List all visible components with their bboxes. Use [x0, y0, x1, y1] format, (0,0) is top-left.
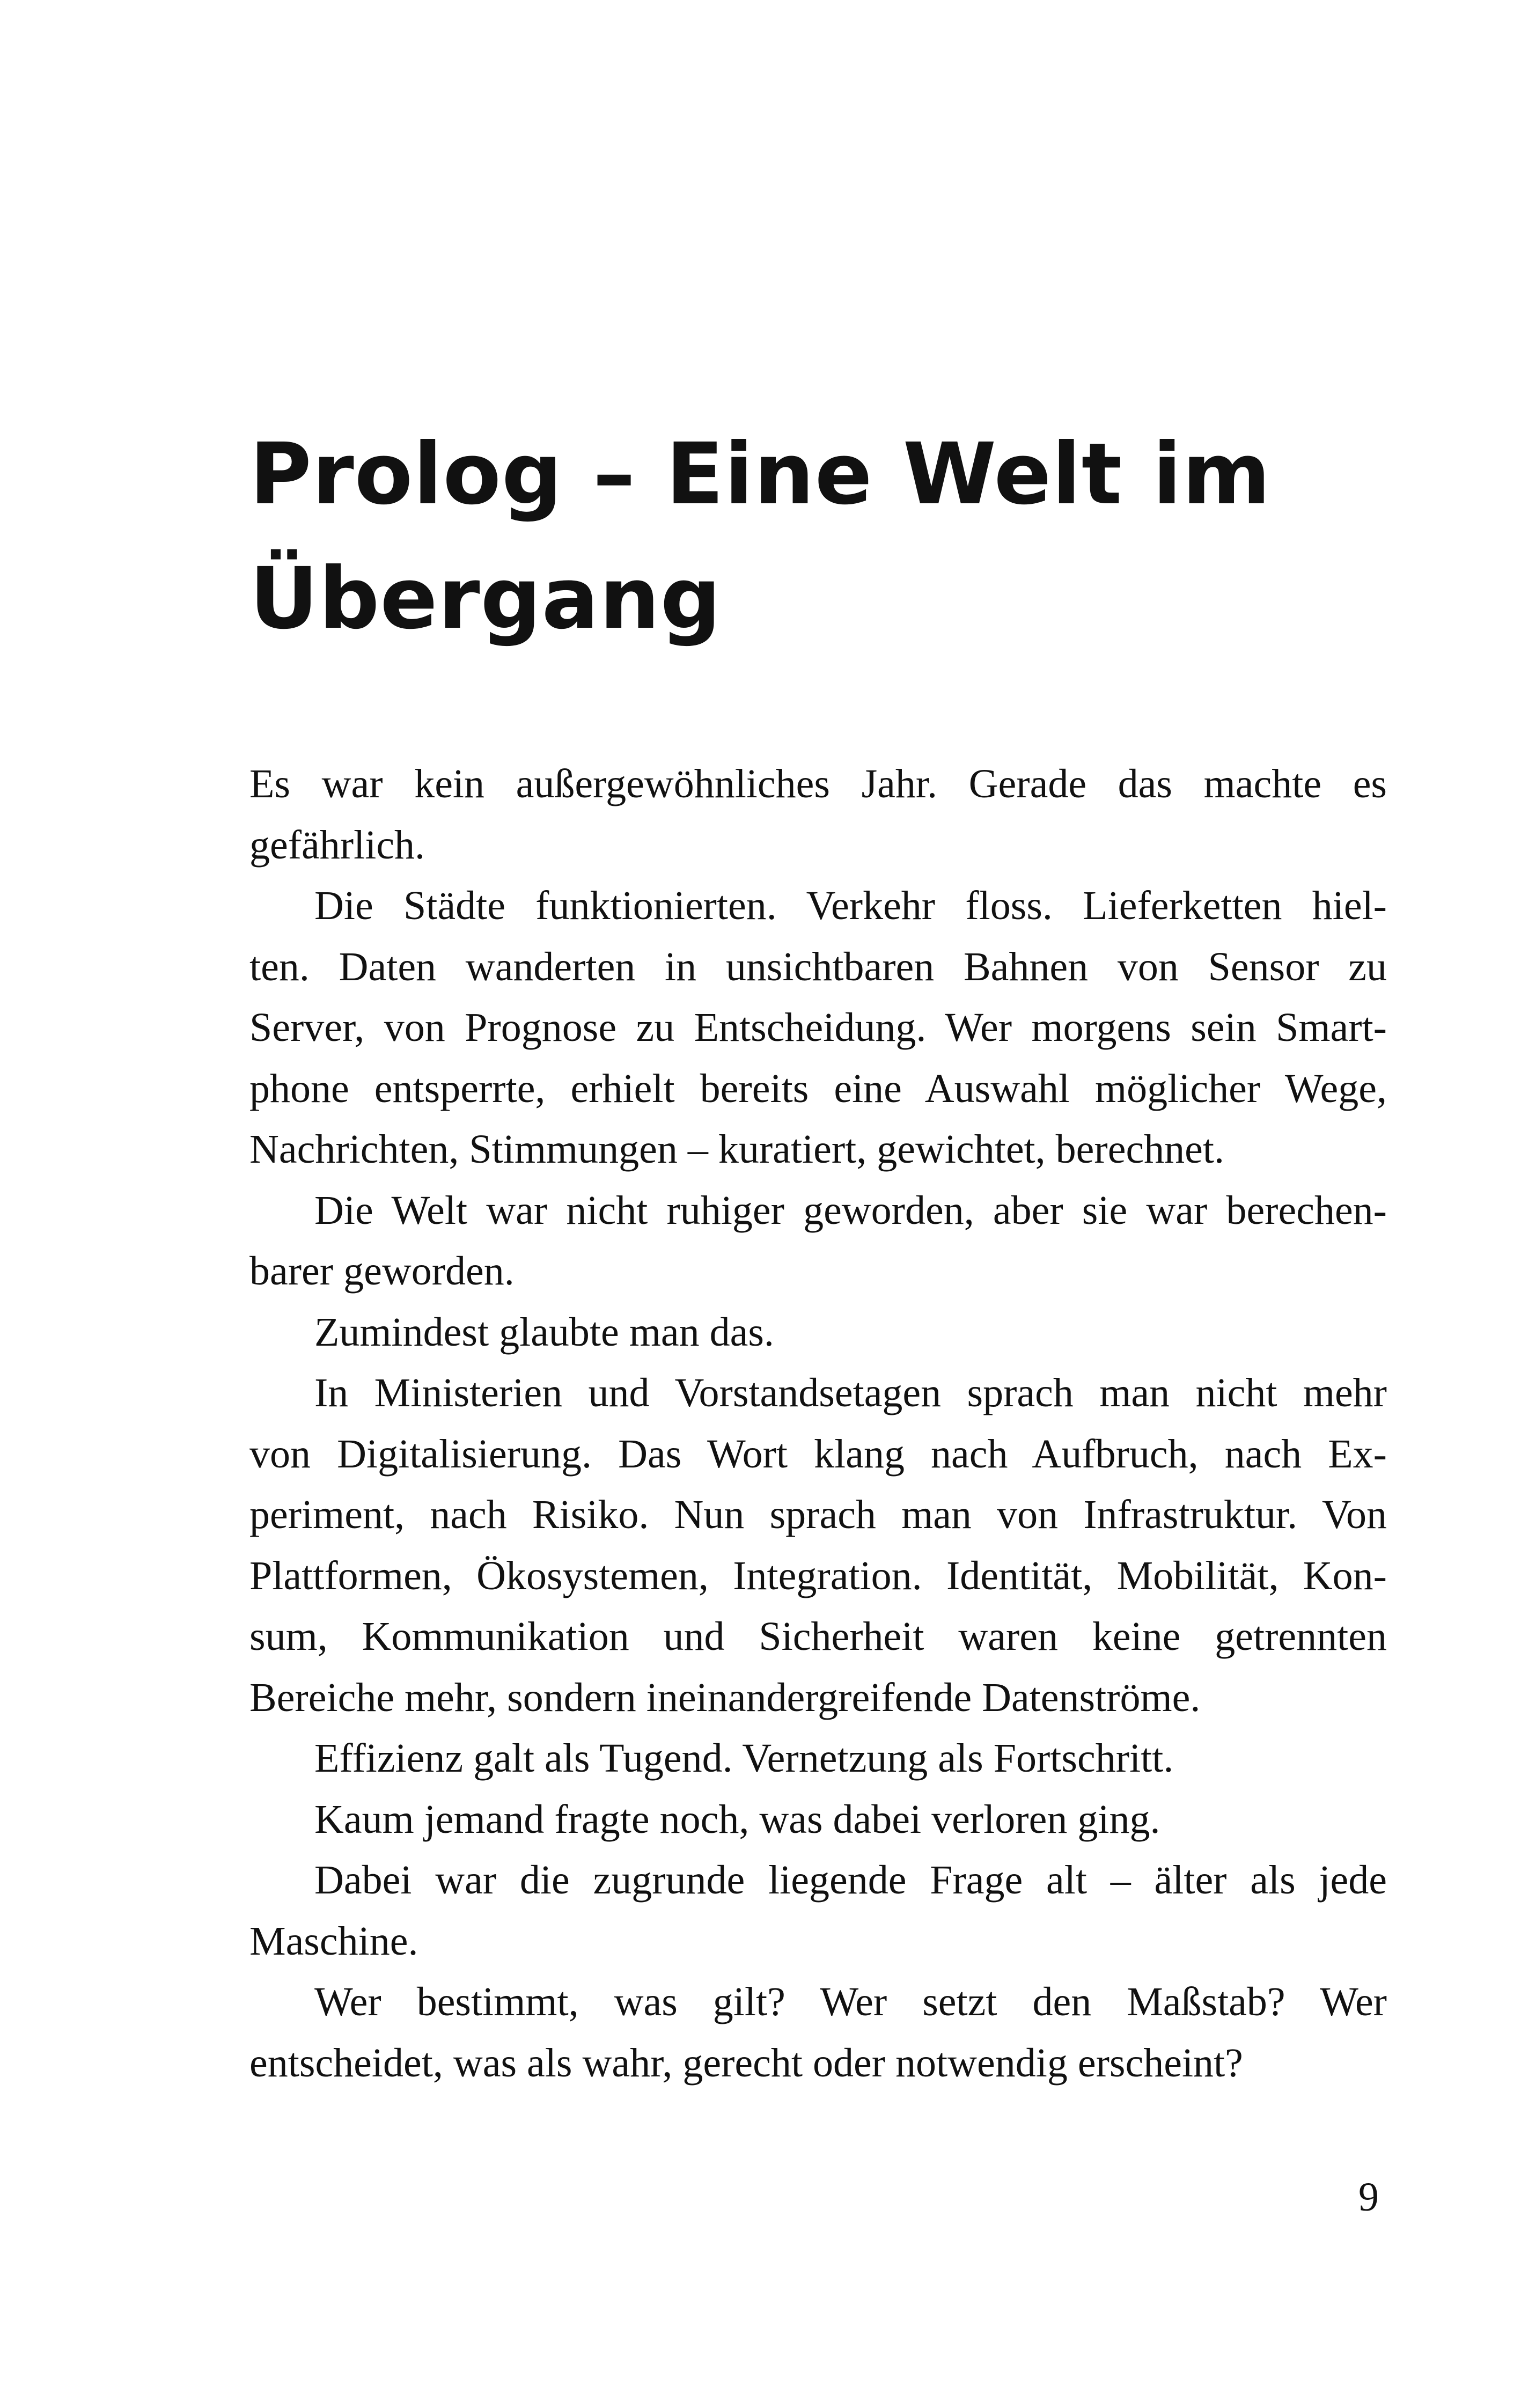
- text-line: Kaum jemand fragte noch, was dabei verloren ging.: [314, 1796, 1160, 1842]
- text-line: gefährlich.: [249, 822, 425, 868]
- text-line: Maschine.: [249, 1918, 418, 1964]
- text-line: Die Welt war nicht ruhiger geworden, aber sie war berechen-: [314, 1187, 1387, 1233]
- text-line: Server, von Prognose zu Entscheidung. Wer morgens sein Smart-: [249, 1005, 1387, 1050]
- text-line: Plattformen, Ökosystemen, Integration. Identität, Mobilität, Kon-: [249, 1553, 1387, 1598]
- text-line: phone entsperrte, erhielt bereits eine Auswahl möglicher Wege,: [249, 1066, 1387, 1111]
- text-line: Nachrichten, Stimmungen – kuratiert, gewichtet, berechnet.: [249, 1127, 1225, 1172]
- text-line: sum, Kommunikation und Sicherheit waren keine getrennten: [249, 1614, 1387, 1659]
- text-line: Es war kein außergewöhnliches Jahr. Gerade das machte es: [249, 761, 1387, 806]
- text-line: Die Städte funktionierten. Verkehr floss. Lieferketten hiel-: [314, 883, 1387, 928]
- page-number: 9: [1358, 2175, 1379, 2220]
- text-line: periment, nach Risiko. Nun sprach man von Infrastruktur. Von: [249, 1492, 1387, 1537]
- text-line: Zumindest glaubte man das.: [314, 1309, 774, 1355]
- text-line: Wer bestimmt, was gilt? Wer setzt den Maßstab? Wer: [314, 1979, 1387, 2024]
- text-line: ten. Daten wanderten in unsichtbaren Bahnen von Sensor zu: [249, 944, 1387, 989]
- text-line: Effizienz galt als Tugend. Vernetzung als Fortschritt.: [314, 1736, 1174, 1781]
- chapter-title-line-1: Prolog – Eine Welt im: [249, 425, 1272, 524]
- body-text: [249, 754, 1387, 2094]
- chapter-title: [249, 412, 1376, 661]
- text-line: barer geworden.: [249, 1249, 515, 1294]
- text-line: In Ministerien und Vorstandsetagen sprach man nicht mehr: [314, 1370, 1387, 1415]
- text-line: Dabei war die zugrunde liegende Frage alt – älter als jede: [314, 1858, 1387, 1903]
- chapter-title-line-2: Übergang: [249, 549, 722, 648]
- text-line: Bereiche mehr, sondern ineinandergreifende Datenströme.: [249, 1675, 1201, 1720]
- text-line: entscheidet, was als wahr, gerecht oder notwendig erscheint?: [249, 2040, 1243, 2086]
- text-line: von Digitalisierung. Das Wort klang nach Aufbruch, nach Ex-: [249, 1431, 1387, 1477]
